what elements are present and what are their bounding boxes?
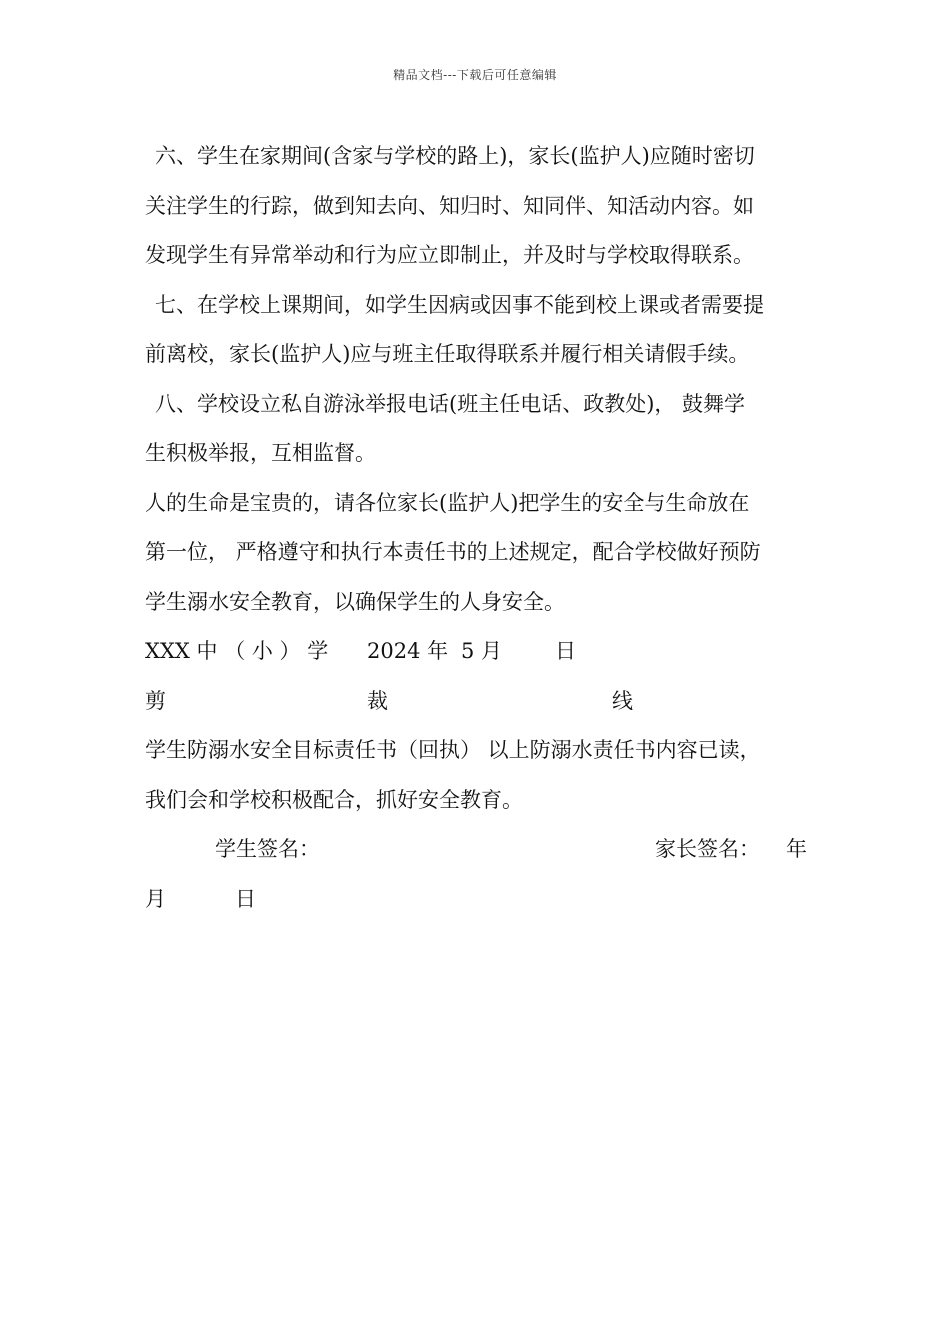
paragraph-seven-line-2: 前离校，家长(监护人)应与班主任取得联系并履行相关请假手续。 (145, 342, 750, 366)
signature-day: 日 (235, 886, 256, 911)
signature-row (145, 825, 807, 875)
page-header: 精品文档---下载后可任意编辑 (393, 68, 557, 82)
date-line (145, 627, 807, 677)
receipt-line-1: 学生防溺水安全目标责任书（回执） 以上防溺水责任书内容已读， (145, 738, 761, 762)
signature-date-row (145, 875, 807, 925)
parent-signature-label: 家长签名： (655, 837, 760, 861)
document-body (145, 132, 807, 924)
paragraph-six-line-2: 关注学生的行踪，做到知去向、知归时、知同伴、知活动内容。如 (145, 193, 754, 218)
receipt-line-2: 我们会和学校积极配合，抓好安全教育。 (145, 787, 523, 812)
closing-line-1: 人的生命是宝贵的，请各位家长(监护人)把学生的安全与生命放在 (145, 490, 750, 515)
signature-year: 年 (786, 837, 807, 861)
date-month: 5 月 (461, 639, 503, 663)
paragraph-eight-line-1: 八、学校设立私自游泳举报电话(班主任电话、政教处)， 鼓舞学 (155, 391, 746, 416)
date-year: 2024 年 (367, 639, 449, 663)
date-day: 日 (555, 639, 576, 663)
cut-char-2: 裁 (367, 688, 388, 713)
paragraph-eight-line-2: 生积极举报，互相监督。 (145, 441, 376, 465)
student-signature-label: 学生签名： (215, 837, 320, 861)
cut-line (145, 677, 807, 727)
paragraph-six-line-1: 六、学生在家期间(含家与学校的路上)，家长(监护人)应随时密切 (155, 144, 755, 168)
closing-line-2: 第一位， 严格遵守和执行本责任书的上述规定，配合学校做好预防 (145, 540, 761, 564)
closing-line-3: 学生溺水安全教育，以确保学生的人身安全。 (145, 589, 565, 614)
signature-month: 月 (145, 886, 166, 911)
school-name: XXX 中 （ 小 ） 学 (145, 639, 329, 663)
paragraph-six-line-3: 发现学生有异常举动和行为应立即制止，并及时与学校取得联系。 (145, 243, 754, 267)
paragraph-seven-line-1: 七、在学校上课期间，如学生因病或因事不能到校上课或者需要提 (155, 292, 764, 317)
cut-char-3: 线 (612, 688, 633, 713)
cut-char-1: 剪 (145, 688, 166, 713)
